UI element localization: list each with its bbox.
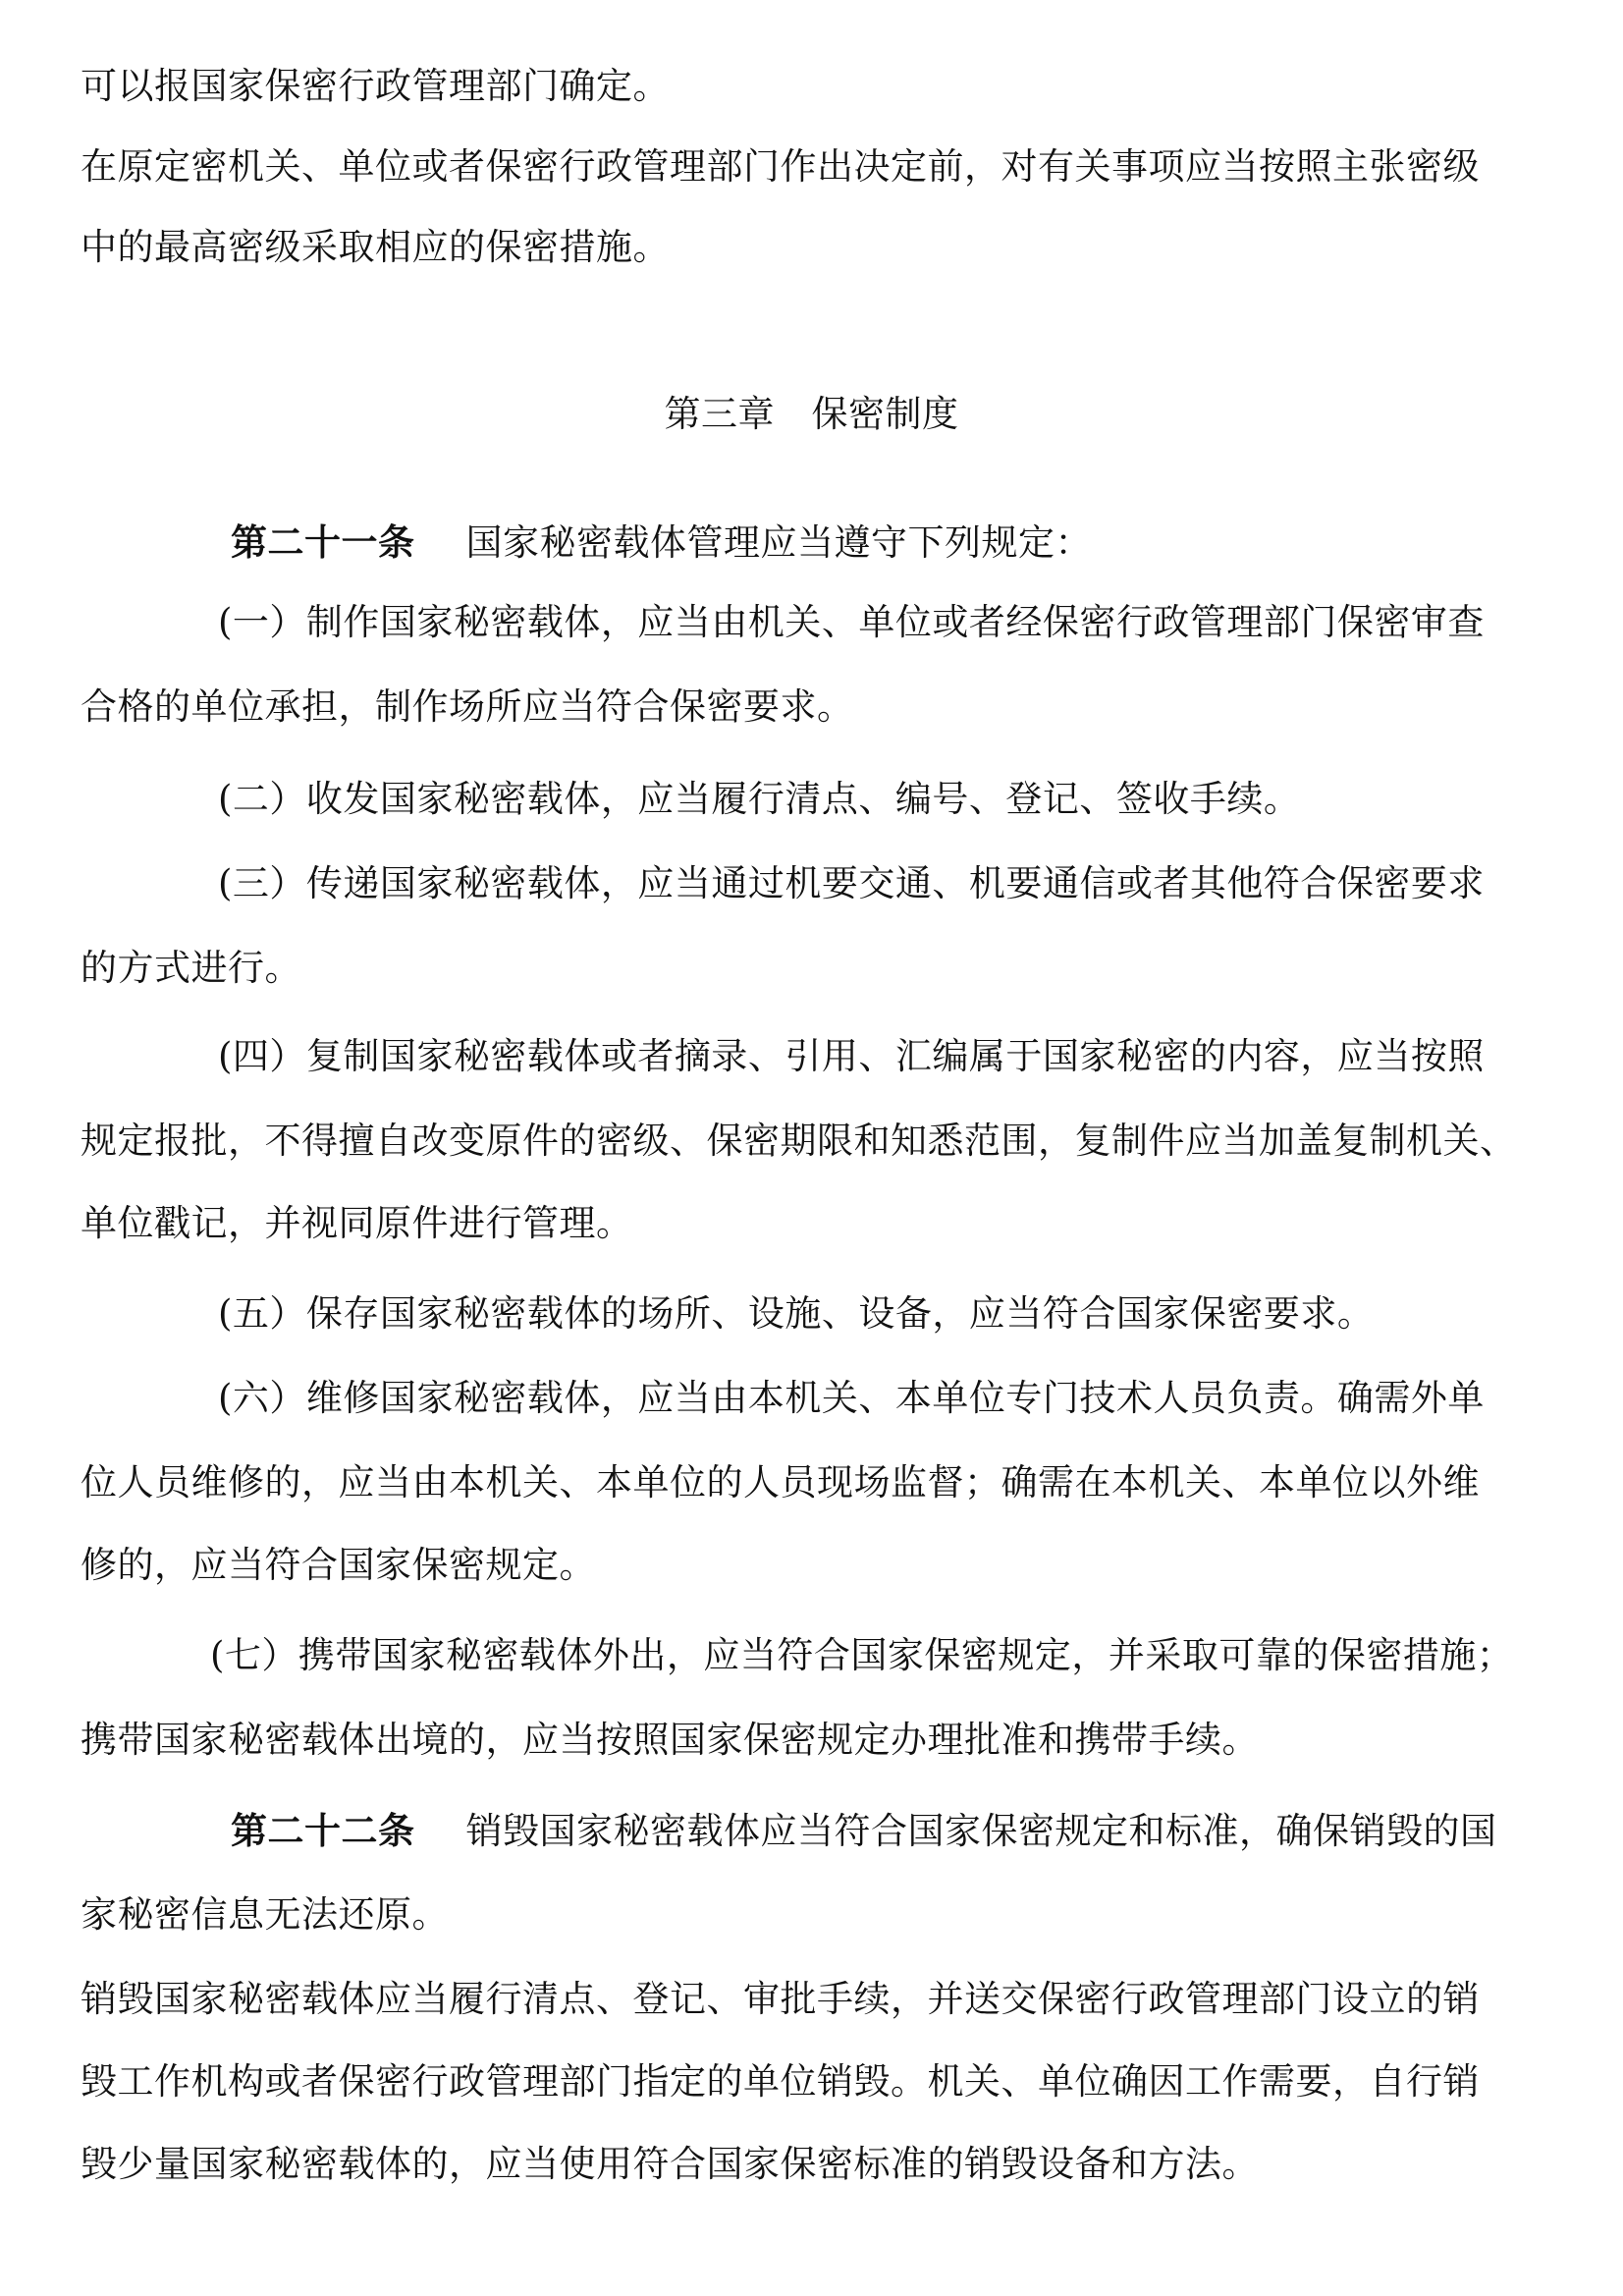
paragraph-line: 在原定密机关、单位或者保密行政管理部门作出决定前，对有关事项应当按照主张密级 (81, 145, 1480, 188)
paragraph-line: 销毁国家秘密载体应当履行清点、登记、审批手续，并送交保密行政管理部门设立的销 (81, 1978, 1480, 2020)
paragraph-line: 合格的单位承担，制作场所应当符合保密要求。 (81, 685, 854, 728)
article-21-heading (231, 519, 1092, 567)
paragraph-line: 单位戳记，并视同原件进行管理。 (81, 1202, 633, 1244)
paragraph-line: (三）传递国家秘密载体，应当通过机要交通、机要通信或者其他符合保密要求 (218, 862, 1485, 904)
article-22-text: 销毁国家秘密载体应当符合国家保密规定和标准，确保销毁的国 (465, 1810, 1497, 1852)
article-21-text: 国家秘密载体管理应当遵守下列规定： (465, 521, 1092, 564)
paragraph-line: 中的最高密级采取相应的保密措施。 (81, 226, 670, 268)
paragraph-line: (四）复制国家秘密载体或者摘录、引用、汇编属于国家秘密的内容，应当按照 (218, 1035, 1485, 1077)
paragraph-line: 规定报批，不得擅自改变原件的密级、保密期限和知悉范围，复制件应当加盖复制机关、 (81, 1120, 1517, 1162)
paragraph-line: (一）制作国家秘密载体，应当由机关、单位或者经保密行政管理部门保密审查 (218, 601, 1485, 643)
article-21-label: 第二十一条 (231, 520, 415, 564)
paragraph-line: 修的，应当符合国家保密规定。 (81, 1544, 596, 1586)
paragraph-line: 位人员维修的，应当由本机关、本单位的人员现场监督；确需在本机关、本单位以外维 (81, 1461, 1480, 1503)
article-22-label: 第二十二条 (231, 1809, 415, 1852)
chapter-title: 第三章 保密制度 (664, 393, 959, 435)
paragraph-line: 的方式进行。 (81, 947, 301, 989)
paragraph-line: (五）保存国家秘密载体的场所、设施、设备，应当符合国家保密要求。 (218, 1292, 1375, 1335)
paragraph-line: 毁工作机构或者保密行政管理部门指定的单位销毁。机关、单位确因工作需要，自行销 (81, 2060, 1480, 2103)
paragraph-line: (二）收发国家秘密载体，应当履行清点、编号、登记、签收手续。 (218, 778, 1301, 820)
paragraph-line: 毁少量国家秘密载体的，应当使用符合国家保密标准的销毁设备和方法。 (81, 2143, 1259, 2185)
paragraph-line: (六）维修国家秘密载体，应当由本机关、本单位专门技术人员负责。确需外单 (218, 1377, 1485, 1419)
paragraph-line: (七）携带国家秘密载体外出，应当符合国家保密规定，并采取可靠的保密措施； (210, 1634, 1514, 1676)
paragraph-line: 携带国家秘密载体出境的，应当按照国家保密规定办理批准和携带手续。 (81, 1719, 1259, 1761)
article-22-heading (231, 1807, 1497, 1855)
paragraph-line: 可以报国家保密行政管理部门确定。 (81, 65, 670, 107)
paragraph-line: 家秘密信息无法还原。 (81, 1893, 449, 1936)
